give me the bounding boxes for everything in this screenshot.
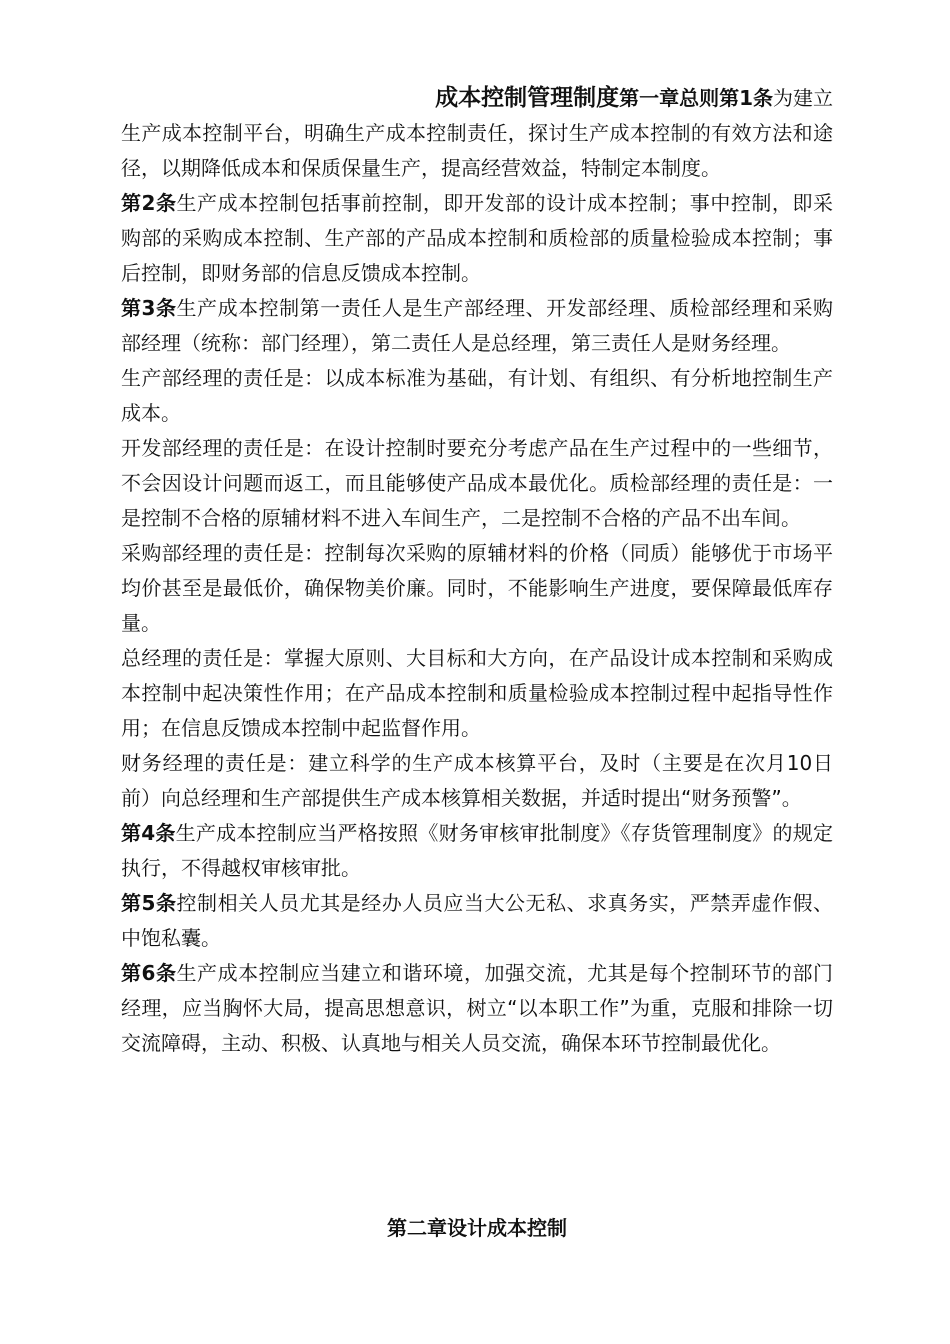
document-body: [121, 80, 833, 1061]
article-label: 第5条: [121, 891, 177, 915]
document-title: 成本控制管理制度: [435, 85, 620, 111]
paragraph-text: 生产成本控制第一责任人是生产部经理、开发部经理、质检部经理和采购部经理（统称：部门经理），第二责任人是总经理，第三责任人是财务经理。: [121, 296, 833, 355]
article-label: 第2条: [121, 191, 177, 215]
paragraph-text: 财务经理的责任是：建立科学的生产成本核算平台，及时（主要是在次月10日前）向总经理和生产部提供生产成本核算相关数据，并适时提出“财务预警”。: [121, 751, 833, 810]
paragraph-article-5: [121, 886, 833, 956]
article-1-lead: 为建立: [773, 86, 833, 110]
paragraph-article-4: [121, 816, 833, 886]
paragraph-text: 生产成本控制应当建立和谐环境，加强交流，尤其是每个控制环节的部门经理，应当胸怀大局，提高思想意识，树立“以本职工作”为重，克服和排除一切交流障碍，主动、积极、认真地与相关人员交流，确保本环节控制最优化。: [121, 961, 833, 1055]
chapter-1-heading: 第一章总则: [619, 86, 720, 110]
paragraph-production-manager: [121, 361, 833, 431]
article-1-label: 第1条: [719, 86, 773, 110]
paragraph-text: 生产成本控制平台，明确生产成本控制责任，探讨生产成本控制的有效方法和途径，以期降低成本和保质保量生产，提高经营效益，特制定本制度。: [121, 121, 833, 180]
paragraph-article-3: [121, 291, 833, 361]
paragraph-text: 生产成本控制应当严格按照《财务审核审批制度》《存货管理制度》的规定执行，不得越权审核审批。: [121, 821, 833, 880]
paragraph-text: 总经理的责任是：掌握大原则、大目标和大方向，在产品设计成本控制和采购成本控制中起决策性作用；在产品成本控制和质量检验成本控制过程中起指导性作用；在信息反馈成本控制中起监督作用。: [121, 646, 833, 740]
paragraph-article-2: [121, 186, 833, 291]
paragraph-text: 开发部经理的责任是：在设计控制时要充分考虑产品在生产过程中的一些细节，不会因设计问题而返工，而且能够使产品成本最优化。质检部经理的责任是：一是控制不合格的原辅材料不进入车间生产，二是控制不合格的产品不出车间。: [121, 436, 833, 530]
paragraph-purchasing-manager: [121, 536, 833, 641]
article-label: 第6条: [121, 961, 177, 985]
paragraph-development-manager: [121, 431, 833, 536]
paragraph-finance-manager: [121, 746, 833, 816]
article-label: 第4条: [121, 821, 176, 845]
chapter-2-heading: 第二章设计成本控制: [387, 1216, 567, 1240]
paragraph-text: 生产成本控制包括事前控制，即开发部的设计成本控制；事中控制，即采购部的采购成本控制、生产部的产品成本控制和质检部的质量检验成本控制；事后控制，即财务部的信息反馈成本控制。: [121, 191, 833, 285]
paragraph-text: 生产部经理的责任是：以成本标准为基础，有计划、有组织、有分析地控制生产成本。: [121, 366, 833, 425]
paragraph-general-manager: [121, 641, 833, 746]
paragraph-article-1: [121, 116, 833, 186]
paragraph-text: 控制相关人员尤其是经办人员应当大公无私、求真务实，严禁弄虚作假、中饱私囊。: [121, 891, 833, 950]
paragraph-article-6: [121, 956, 833, 1061]
article-label: 第3条: [121, 296, 177, 320]
paragraph-text: 采购部经理的责任是：控制每次采购的原辅材料的价格（同质）能够优于市场平均价甚至是最低价，确保物美价廉。同时，不能影响生产进度，要保障最低库存量。: [121, 541, 833, 635]
title-line: [121, 80, 833, 116]
